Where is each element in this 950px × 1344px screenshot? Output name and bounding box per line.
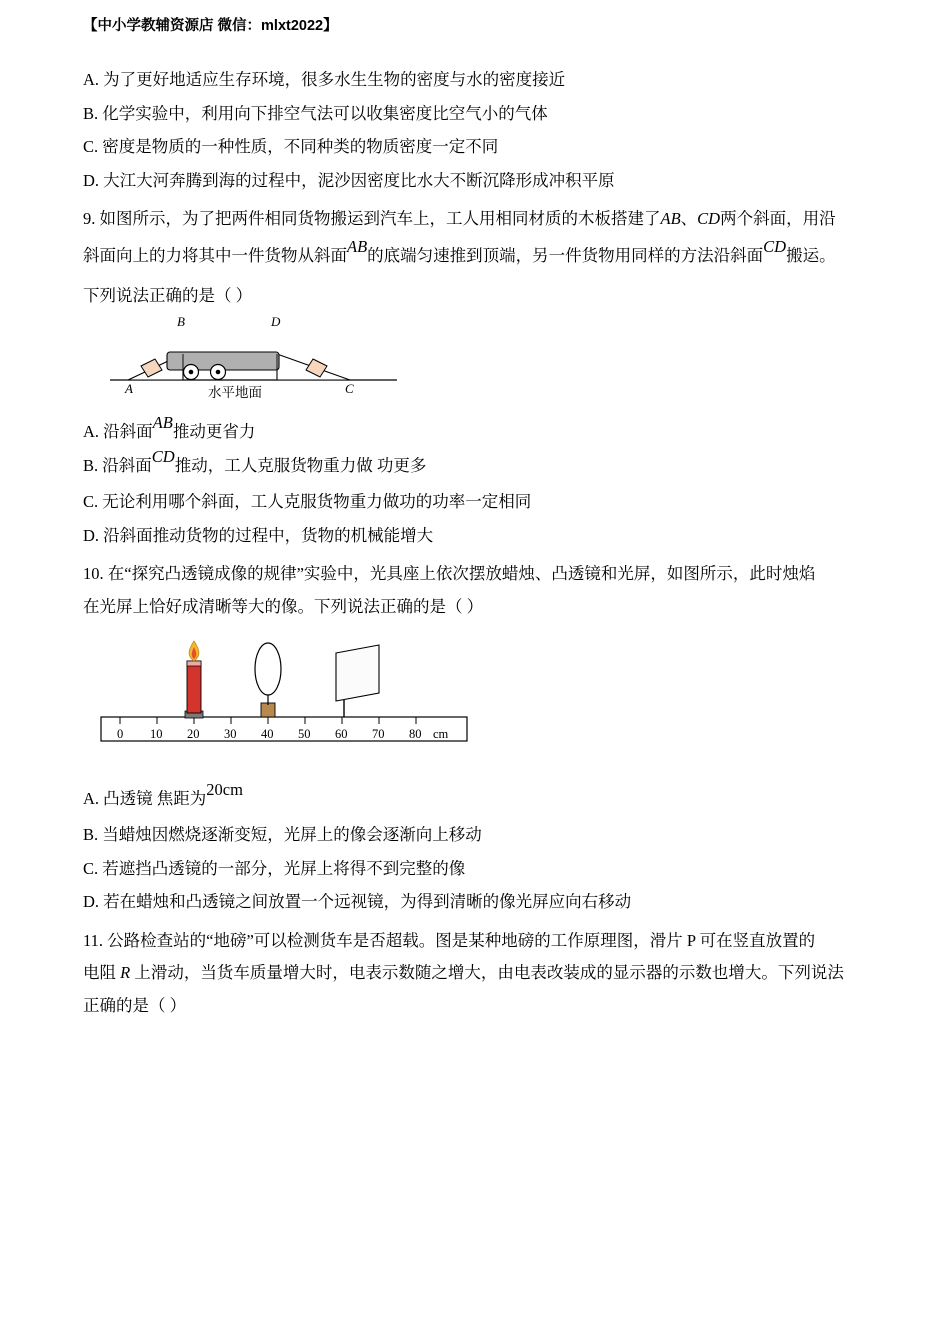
q9-stem-text-4: 的底端匀速推到顶端，另一件货物用同样的方法沿斜面	[367, 245, 764, 265]
q11-stem-line2-a: 电阻	[83, 963, 121, 983]
q9-option-b	[83, 446, 867, 475]
q9-figure-label-b: B	[177, 314, 185, 330]
q9-option-c: C. 无论利用哪个斜面，工人克服货物重力做功的功率一定相同	[83, 492, 532, 512]
document-content	[83, 72, 867, 1026]
q9-option-b-sup: CD	[151, 446, 175, 466]
q11-resistor-label: R	[120, 963, 131, 983]
q9-option-b-prefix: B. 沿斜面	[83, 455, 152, 475]
q11-stem-line2-b: 上滑动，当货车质量增大时，电表示数随之增大，由电表改装成的显示器的示数也增大。下列说法	[130, 963, 844, 983]
q10-tick-10: 10	[150, 726, 163, 741]
q10-tick-60: 60	[335, 726, 348, 741]
q10-tick-80: 80	[409, 726, 422, 741]
q8-option-c: C. 密度是物质的一种性质，不同种类的物质密度一定不同	[83, 137, 499, 156]
q8-option-d: D. 大江大河奔腾到海的过程中，泥沙因密度比水大不断沉降形成冲积平原	[83, 170, 615, 190]
q9-option-a	[83, 413, 867, 442]
q10-figure-svg	[93, 635, 493, 765]
q9-option-a-sup: AB	[152, 413, 173, 433]
q10-stem-line1: 10. 在“探究凸透镜成像的规律”实验中，光具座上依次摆放蜡烛、凸透镜和光屏，如图所示，此时烛焰	[83, 564, 816, 584]
q9-sup-ab: AB	[347, 236, 368, 256]
q9-figure-label-d: D	[271, 314, 281, 330]
watermark-text: 【中小学教辅资源店 微信：mlxt2022】	[83, 18, 338, 34]
q10-tick-0: 0	[117, 726, 124, 741]
q9-stem-text-5: 搬运。	[786, 245, 836, 265]
q10-option-c: C. 若遮挡凸透镜的一部分，光屏上将得不到完整的像	[83, 858, 466, 878]
q9-label-ab: AB	[660, 209, 681, 228]
q10-option-d: D. 若在蜡烛和凸透镜之间放置一个远视镜，为得到清晰的像光屏应向右移动	[83, 892, 632, 912]
q9-figure-label-c: C	[345, 381, 354, 397]
q10-stem-line2: 在光屏上恰好成清晰等大的像。下列说法正确的是（ ）	[83, 596, 484, 616]
q8-option-b: B. 化学实验中，利用向下排空气法可以收集密度比空气小的气体	[83, 103, 548, 123]
q9-stem-text-1: 9. 如图所示，为了把两件相同货物搬运到汽车上，工人用相同材质的木板搭建了	[83, 209, 661, 228]
q9-stem-line2	[83, 236, 867, 270]
q10-tick-unit: cm	[433, 726, 449, 741]
q10-option-a	[83, 779, 867, 808]
q11-stem-line2	[83, 960, 867, 987]
q10-tick-70: 70	[372, 726, 385, 741]
q10-option-a-prefix: A. 凸透镜 焦距为	[83, 788, 207, 808]
q9-figure-ground-label: 水平地面	[208, 385, 262, 401]
q10-figure	[93, 635, 493, 765]
q10-option-a-sup: 20cm	[206, 779, 243, 799]
q9-dun: 、	[680, 209, 698, 228]
q10-tick-20: 20	[187, 726, 200, 741]
q9-option-b-suffix: 推动，工人克服货物重力做 功更多	[174, 455, 427, 475]
q9-label-cd: CD	[697, 209, 721, 228]
q9-stem-line1	[83, 206, 867, 233]
q9-option-d: D. 沿斜面推动货物的过程中，货物的机械能增大	[83, 525, 434, 545]
q10-tick-40: 40	[261, 726, 274, 741]
q9-stem-line3: 下列说法正确的是（ ）	[83, 286, 253, 306]
q9-option-a-suffix: 推动更省力	[172, 422, 256, 442]
q11-stem-line3: 正确的是（ ）	[83, 996, 187, 1016]
q9-figure-label-a: A	[125, 381, 133, 397]
q9-sup-cd: CD	[763, 236, 787, 256]
q9-stem-text-2: 两个斜面，用沿	[720, 209, 836, 228]
q10-tick-50: 50	[298, 726, 311, 741]
q9-option-a-prefix: A. 沿斜面	[83, 422, 153, 442]
q8-option-a: A. 为了更好地适应生存环境，很多水生生物的密度与水的密度接近	[83, 70, 566, 89]
q10-option-b: B. 当蜡烛因燃烧逐渐变短，光屏上的像会逐渐向上移动	[83, 825, 482, 845]
q10-tick-30: 30	[224, 726, 237, 741]
q11-stem-line1: 11. 公路检查站的“地磅”可以检测货车是否超载。图是某种地磅的工作原理图，滑片 P 可在竖直放置的	[83, 930, 816, 950]
q9-stem-text-3: 斜面向上的力将其中一件货物从斜面	[83, 245, 347, 265]
q9-figure	[105, 314, 405, 401]
